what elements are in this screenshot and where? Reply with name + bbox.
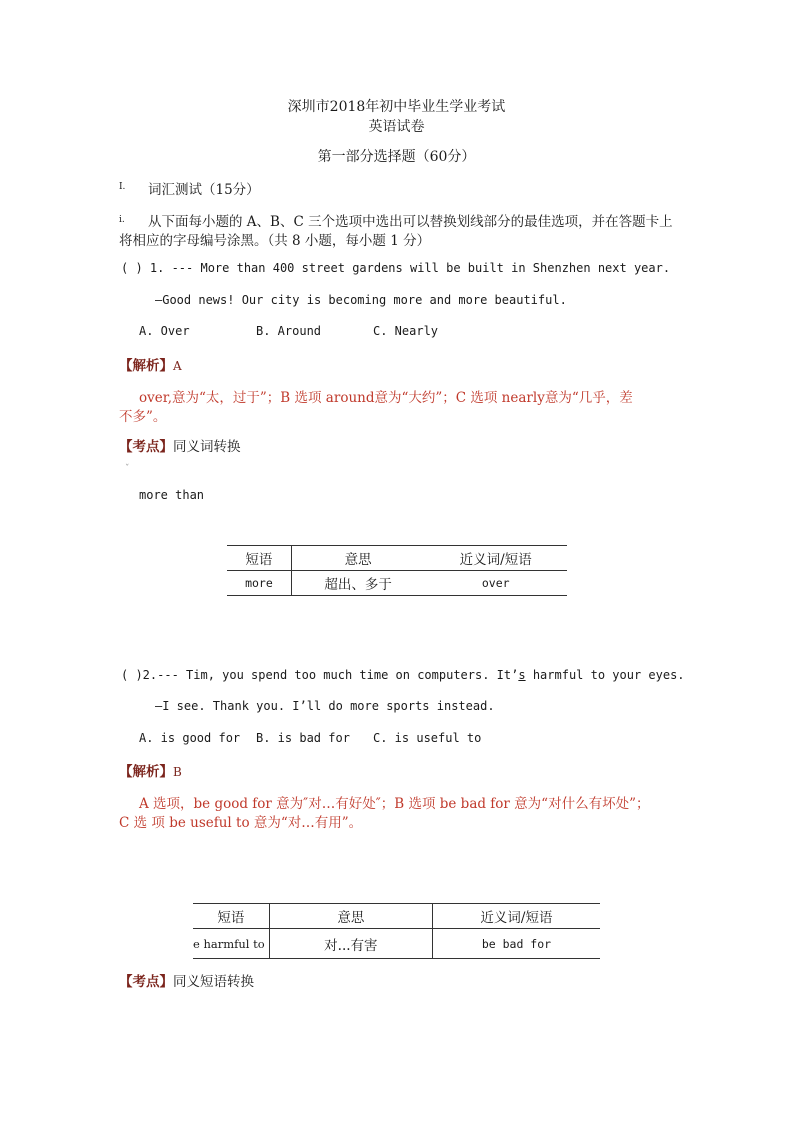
q2-question-part-2: harmful to your eyes. xyxy=(525,668,685,682)
subsection-number: i. xyxy=(119,215,125,225)
q1-question: ( ) 1. --- More than 400 street gardens will be built in Shenzhen next year. xyxy=(121,261,671,275)
q2-table-cell-phrase: e harmful to xyxy=(193,929,269,959)
q1-table-cell-phrase: more xyxy=(227,571,291,596)
q1-explanation-line-2: 不多”。 xyxy=(119,409,167,425)
instruction-line-1: 从下面每小题的 A、B、C 三个选项中选出可以替换划线部分的最佳选项，并在答题卡上 xyxy=(148,214,673,230)
q2-point-label: 【考点】 xyxy=(119,974,173,990)
instruction-line-2: 将相应的字母编号涂黑。（共 8 小题，每小题 1 分） xyxy=(119,233,431,249)
q2-table-header-meaning: 意思 xyxy=(269,904,432,929)
q1-option-b: B. Around xyxy=(256,324,322,338)
q2-table-header-synonym: 近义词/短语 xyxy=(432,904,600,929)
q1-table-header-meaning: 意思 xyxy=(291,546,424,571)
q2-question-underlined: s xyxy=(518,668,526,682)
q1-table-header-phrase: 短语 xyxy=(227,546,291,571)
q1-option-c: C. Nearly xyxy=(373,324,439,338)
q2-analysis-label: 【解析】 xyxy=(119,764,173,780)
q2-option-c: C. is useful to xyxy=(373,731,482,745)
part-heading: 第一部分选择题（60分） xyxy=(317,149,476,165)
q2-reply: —I see. Thank you. I’ll do more sports instead. xyxy=(155,699,495,713)
q1-table-cell-synonym: over xyxy=(424,571,567,596)
q1-explanation-line-1: over,意为“太，过于”；B 选项 around意为“大约”；C 选项 nearly意为“几乎，差 xyxy=(139,390,633,406)
section-number: I. xyxy=(119,182,126,192)
q1-table-header-synonym: 近义词/短语 xyxy=(424,546,567,571)
q2-option-b: B. is bad for xyxy=(256,731,350,745)
q1-answer: A xyxy=(173,359,182,373)
q2-answer: B xyxy=(173,765,182,779)
q2-explanation-line-2: C 选 项 be useful to 意为“对…有用”。 xyxy=(119,815,363,831)
stray-mark: ˇ xyxy=(125,464,130,474)
section-name: 词汇测试（15分） xyxy=(148,182,260,198)
q1-point-label: 【考点】 xyxy=(119,439,173,455)
q2-question-part-1: ( )2.--- Tim, you spend too much time on computers. It’ xyxy=(121,668,519,682)
q1-point: 同义词转换 xyxy=(173,439,241,455)
q2-question xyxy=(121,668,685,682)
q1-reply: —Good news! Our city is becoming more and more beautiful. xyxy=(155,293,567,307)
q1-note: more than xyxy=(139,488,205,502)
q2-point: 同义短语转换 xyxy=(173,974,254,990)
q2-explanation-line-1: A 选项，be good for 意为″对…有好处″；B 选项 be bad for 意为“对什么有坏处”； xyxy=(139,796,650,812)
q1-synonym-table xyxy=(227,545,567,596)
q1-option-a: A. Over xyxy=(139,324,190,338)
exam-subtitle: 英语试卷 xyxy=(368,119,425,135)
q2-option-a: A. is good for xyxy=(139,731,241,745)
q2-synonym-table xyxy=(193,903,600,959)
q2-table-header-phrase: 短语 xyxy=(193,904,269,929)
q1-analysis-label: 【解析】 xyxy=(119,358,173,374)
exam-title: 深圳市2018年初中毕业生学业考试 xyxy=(287,99,506,115)
q2-table-cell-synonym: be bad for xyxy=(432,929,600,959)
q1-table-cell-meaning: 超出、多于 xyxy=(291,571,424,596)
q2-table-cell-meaning: 对...有害 xyxy=(269,929,432,959)
